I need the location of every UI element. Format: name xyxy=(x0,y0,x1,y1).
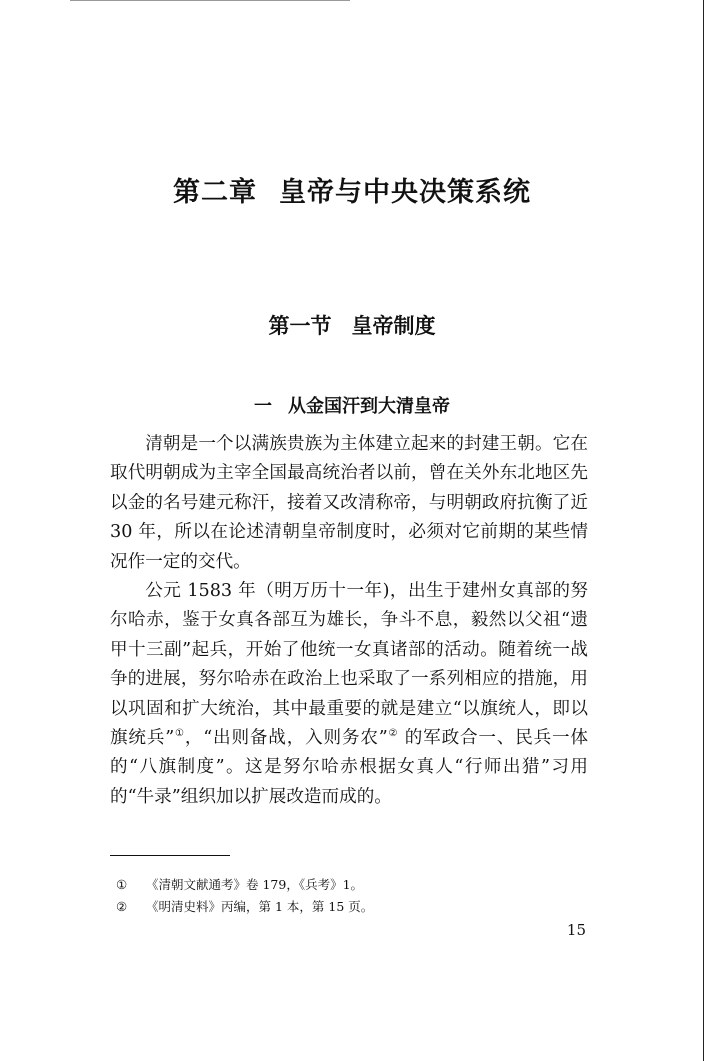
footnote-ref-2[interactable]: ② xyxy=(387,728,399,740)
footnote-divider xyxy=(110,855,230,856)
footnote-1 xyxy=(116,874,586,896)
top-edge-rule xyxy=(70,0,350,1)
chapter-title xyxy=(0,170,704,209)
paragraph-2 xyxy=(110,577,588,812)
section-number: 第一节 xyxy=(268,314,332,338)
paragraph-1-text: 清朝是一个以满族贵族为主体建立起来的封建王朝。它在取代明朝成为主宰全国最高统治者以前，曾在关外东北地区先以金的名号建元称汗，接着又改清称帝，与明朝政府抗衡了近 30 年，所以在论述清朝皇帝制度时，必须对它前期的某些情况作一定的交代。 xyxy=(110,434,588,572)
footnote-ref-1[interactable]: ① xyxy=(174,728,185,740)
section-name: 皇帝制度 xyxy=(351,314,436,338)
body-text xyxy=(110,430,588,812)
footnote-2-mark: ② xyxy=(116,899,128,914)
footnote-1-mark: ① xyxy=(116,877,128,892)
paragraph-1 xyxy=(110,430,588,577)
footnote-2-text: 《明清史料》丙编，第 1 本，第 15 页。 xyxy=(146,899,374,914)
footnote-1-text: 《清朝文献通考》卷 179，《兵考》1。 xyxy=(146,877,364,892)
paragraph-2-text-a: 公元 1583 年（明万历十一年)，出生于建州女真部的努尔哈赤，鉴于女真各部互为雄长，争斗不息，毅然以父祖“遗甲十三副”起兵，开始了他统一女真诸部的活动。随着统一战争的进展，努尔哈赤在政治上也采取了一系列相应的措施，用以巩固和扩大统治，其中最重要的就是建立“以旗统人，即以旗统兵” xyxy=(110,581,588,749)
section-title xyxy=(0,310,704,340)
subsection-number: 一 xyxy=(254,396,272,417)
subsection-title xyxy=(0,392,704,418)
footnote-2 xyxy=(116,896,586,918)
chapter-name: 皇帝与中央决策系统 xyxy=(279,177,531,208)
page-number: 15 xyxy=(566,921,586,939)
paragraph-2-text-c: 的军政合一、民兵一体的“八旗制度”。这是努尔哈赤根据女真人“行师出猎”习用的“牛录”组织加以扩展改造而成的。 xyxy=(110,728,589,807)
subsection-name: 从金国汗到大清皇帝 xyxy=(288,396,450,417)
paragraph-2-text-b: ，“出则备战，入则务农” xyxy=(184,728,388,749)
chapter-number: 第二章 xyxy=(173,177,257,208)
footnotes xyxy=(116,874,586,918)
